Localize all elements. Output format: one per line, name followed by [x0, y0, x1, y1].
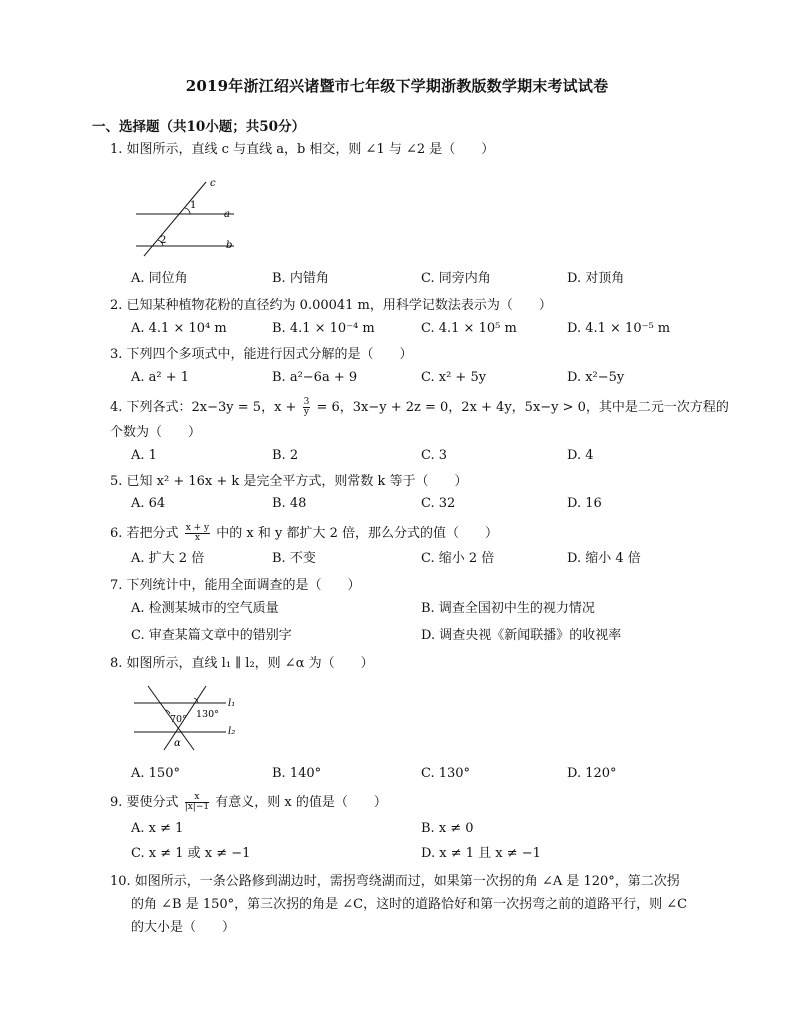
question-8-figure — [130, 682, 250, 754]
option-3b: B. a²−6a + 9 — [272, 370, 358, 385]
label-b: b — [226, 240, 233, 251]
option-7b: B. 调查全国初中生的视力情况 — [421, 601, 595, 616]
option-2a: A. 4.1 × 10⁴ m — [131, 321, 227, 336]
question-4-continuation: 个数为（ ） — [110, 425, 202, 440]
question-9-text-b: 有意义，则 x 的值是（ ） — [215, 795, 387, 810]
option-2c: C. 4.1 × 10⁵ m — [421, 321, 517, 336]
option-7a: A. 检测某城市的空气质量 — [131, 601, 279, 616]
question-6-text-b: 中的 x 和 y 都扩大 2 倍，那么分式的值（ ） — [216, 526, 499, 541]
option-9b: B. x ≠ 0 — [421, 821, 474, 836]
section-heading: 一、选择题（共10小题；共50分） — [92, 119, 306, 135]
question-9-stem — [110, 793, 387, 813]
option-9c: C. x ≠ 1 或 x ≠ −1 — [131, 846, 251, 861]
line-c — [144, 182, 206, 256]
question-10-line-2: 的角 ∠B 是 150°，第三次拐的角是 ∠C，这时的道路恰好和第一次拐弯之前的道路平行，则 ∠C — [131, 897, 688, 912]
label-70: 70° — [170, 714, 187, 725]
fraction-den: x — [194, 533, 200, 543]
option-3c: C. x² + 5y — [421, 370, 487, 385]
option-3a: A. a² + 1 — [131, 370, 190, 385]
fraction-x-plus-y-over-x — [185, 524, 210, 543]
question-8-stem: 8. 如图所示，直线 l₁ ∥ l₂，则 ∠α 为（ ） — [110, 656, 374, 671]
label-130: 130° — [196, 709, 219, 720]
fraction-num: x + y — [185, 523, 210, 533]
document-title: 2019年浙江绍兴诸暨市七年级下学期浙教版数学期末考试试卷 — [185, 77, 609, 95]
option-1b: B. 内错角 — [272, 271, 329, 286]
label-a: a — [224, 209, 230, 220]
question-10-line-3: 的大小是（ ） — [131, 920, 236, 935]
question-9-text-a: 9. 要使分式 — [110, 795, 179, 810]
fraction-x-over-absx-minus-1 — [185, 793, 209, 812]
option-6d: D. 缩小 4 倍 — [567, 551, 641, 566]
question-7-stem: 7. 下列统计中，能用全面调查的是（ ） — [110, 578, 361, 593]
option-5b: B. 48 — [272, 496, 307, 511]
fraction-den: y — [303, 407, 309, 417]
label-2: 2 — [160, 235, 167, 246]
option-2d: D. 4.1 × 10⁻⁵ m — [567, 321, 671, 336]
label-l1: l₁ — [228, 698, 236, 709]
question-1-stem: 1. 如图所示，直线 c 与直线 a，b 相交，则 ∠1 与 ∠2 是（ ） — [110, 142, 495, 157]
option-6b: B. 不变 — [272, 551, 316, 566]
label-alpha: α — [174, 738, 181, 749]
option-2b: B. 4.1 × 10⁻⁴ m — [272, 321, 375, 336]
option-1a: A. 同位角 — [131, 271, 188, 286]
question-10-line-1: 10. 如图所示，一条公路修到湖边时，需拐弯绕湖而过，如果第一次拐的角 ∠A 是 120°，第二次拐 — [110, 874, 680, 889]
question-2-stem: 2. 已知某种植物花粉的直径约为 0.00041 m，用科学记数法表示为（ ） — [110, 298, 552, 313]
label-l2: l₂ — [228, 726, 236, 737]
option-8b: B. 140° — [272, 766, 322, 781]
question-4-text-a: 4. 下列各式：2x−3y = 5，x + — [110, 400, 297, 415]
option-6a: A. 扩大 2 倍 — [131, 551, 205, 566]
option-1c: C. 同旁内角 — [421, 271, 491, 286]
question-6-text-a: 6. 若把分式 — [110, 526, 179, 541]
option-7d: D. 调查央视《新闻联播》的收视率 — [421, 628, 622, 643]
option-3d: D. x²−5y — [567, 370, 625, 385]
option-5a: A. 64 — [131, 496, 166, 511]
option-1d: D. 对顶角 — [567, 271, 625, 286]
option-5d: D. 16 — [567, 496, 602, 511]
question-4-text-b: = 6，3x−y + 2z = 0，2x + 4y，5x−y > 0，其中是二元一次方程的 — [316, 400, 729, 415]
fraction-den: |x|−1 — [184, 802, 210, 812]
question-4-stem — [110, 398, 729, 418]
option-4a: A. 1 — [131, 448, 157, 463]
label-1: 1 — [190, 200, 197, 211]
question-3-stem: 3. 下列四个多项式中，能进行因式分解的是（ ） — [110, 347, 413, 362]
question-6-stem — [110, 524, 498, 544]
option-8d: D. 120° — [567, 766, 617, 781]
fraction-num: 3 — [303, 397, 310, 407]
option-9d: D. x ≠ 1 且 x ≠ −1 — [421, 846, 541, 861]
option-8a: A. 150° — [131, 766, 180, 781]
label-c: c — [210, 178, 216, 189]
option-4d: D. 4 — [567, 448, 594, 463]
option-5c: C. 32 — [421, 496, 456, 511]
fraction-num: x — [185, 793, 209, 803]
fraction-3-over-y — [303, 398, 311, 417]
question-5-stem: 5. 已知 x² + 16x + k 是完全平方式，则常数 k 等于（ ） — [110, 474, 468, 489]
option-9a: A. x ≠ 1 — [131, 821, 184, 836]
option-4b: B. 2 — [272, 448, 299, 463]
option-8c: C. 130° — [421, 766, 471, 781]
option-4c: C. 3 — [421, 448, 448, 463]
option-6c: C. 缩小 2 倍 — [421, 551, 495, 566]
option-7c: C. 审查某篇文章中的错别字 — [131, 628, 292, 643]
question-1-figure — [130, 172, 250, 257]
